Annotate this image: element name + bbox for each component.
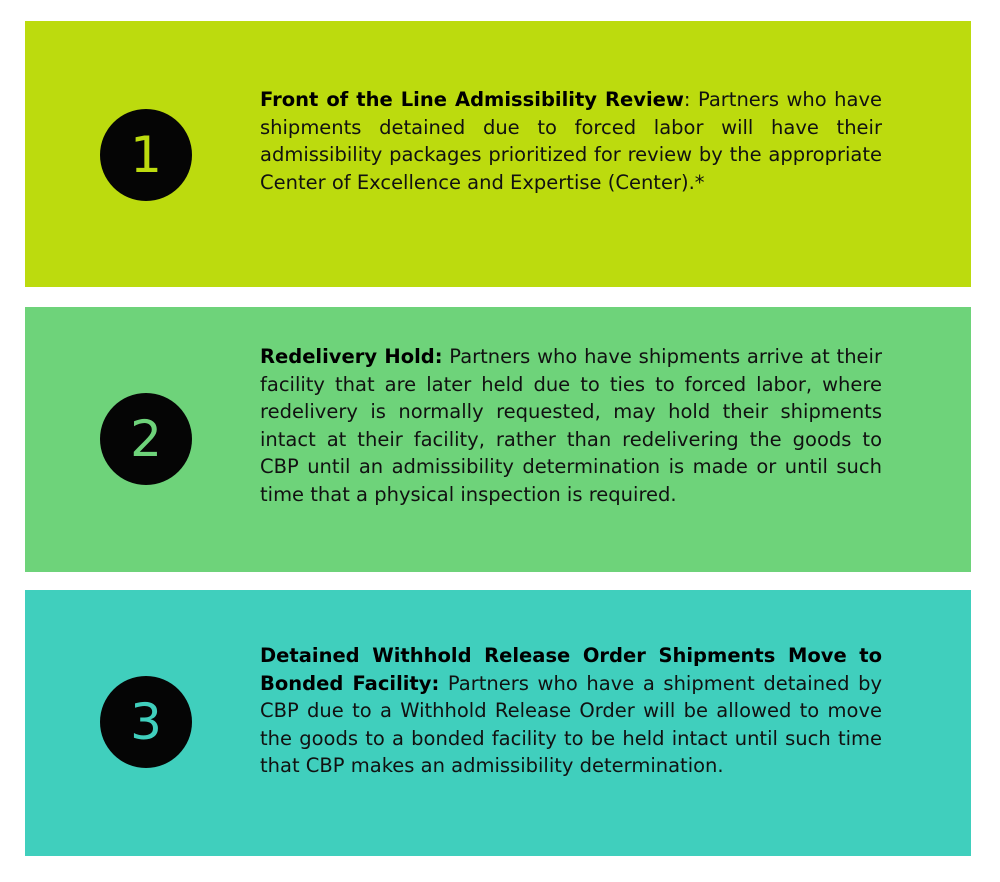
number-badge-1 — [100, 109, 192, 201]
benefit-title: Detained Withhold Release Order Shipments Move to Bonded Facility: — [260, 644, 882, 695]
number-badge-3 — [100, 676, 192, 768]
benefit-body: Partners who have shipments detained due to forced labor will have their admissibility packages prioritized for review by the appropriate Center of Excellence and Expertise (Center).* — [260, 88, 882, 194]
number-badge-label: 1 — [130, 126, 162, 184]
number-badge-label: 3 — [130, 693, 162, 751]
benefit-body: Partners who have a shipment detained by CBP due to a Withhold Release Order will be allowed to move the goods to a bonded facility to be held intact until such time that CBP makes an admissibility determination. — [260, 671, 882, 777]
title-separator: : — [683, 88, 691, 111]
number-badge-label: 2 — [130, 410, 162, 468]
benefit-description — [260, 86, 882, 196]
benefit-panel-3 — [25, 590, 971, 856]
benefit-description — [260, 642, 882, 780]
benefit-body: Partners who have shipments arrive at their facility that are later held due to ties to forced labor, where redelivery is normally requested, may hold their shipments intact at their facility, rather than redelivering the goods to CBP until an admissibility determination is made or until such time that a physical inspection is required. — [260, 345, 882, 506]
benefit-description — [260, 343, 882, 508]
benefit-panel-2 — [25, 307, 971, 572]
number-badge-2 — [100, 393, 192, 485]
benefit-panel-1 — [25, 21, 971, 287]
benefit-title: Front of the Line Admissibility Review — [260, 88, 684, 111]
benefit-title: Redelivery Hold: — [260, 345, 443, 368]
